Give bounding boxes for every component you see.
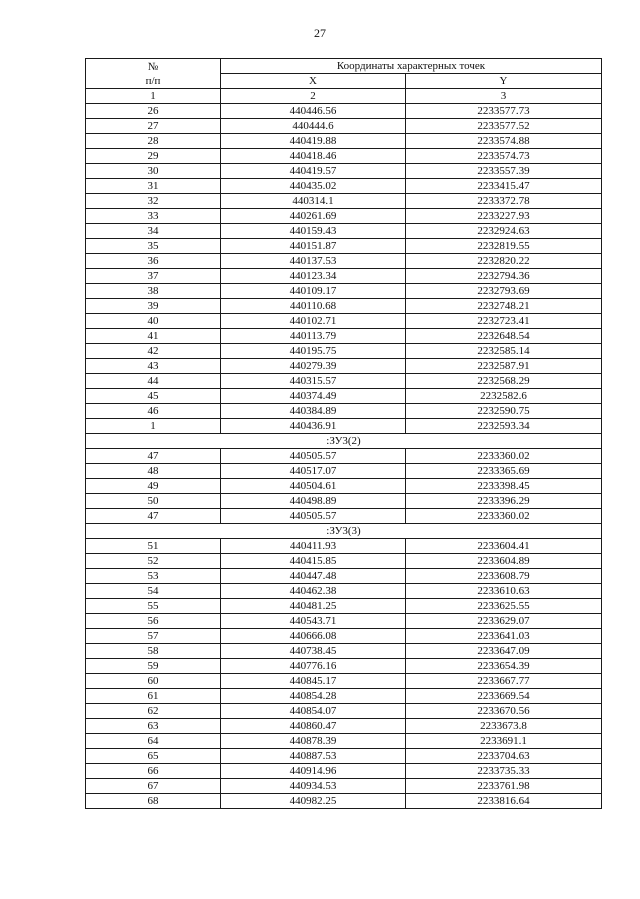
table-row (86, 329, 602, 344)
x-coordinate-cell: 440436.91 (221, 419, 406, 434)
x-coordinate-cell: 440151.87 (221, 239, 406, 254)
point-number-cell: 66 (86, 764, 221, 779)
y-coordinate-cell: 2232819.55 (406, 239, 602, 254)
y-coordinate-cell: 2233816.64 (406, 794, 602, 809)
point-number-cell: 63 (86, 719, 221, 734)
point-number-cell: 45 (86, 389, 221, 404)
y-coordinate-cell: 2233761.98 (406, 779, 602, 794)
table-row (86, 104, 602, 119)
point-number-cell: 34 (86, 224, 221, 239)
point-number-cell: 43 (86, 359, 221, 374)
header-index-y: 3 (406, 89, 602, 104)
y-coordinate-cell: 2232590.75 (406, 404, 602, 419)
y-coordinate-cell: 2232593.34 (406, 419, 602, 434)
x-coordinate-cell: 440435.02 (221, 179, 406, 194)
table-header (86, 59, 602, 104)
table-row (86, 344, 602, 359)
x-coordinate-cell: 440504.61 (221, 479, 406, 494)
x-coordinate-cell: 440462.38 (221, 584, 406, 599)
x-coordinate-cell: 440109.17 (221, 284, 406, 299)
x-coordinate-cell: 440887.53 (221, 749, 406, 764)
table-row (86, 299, 602, 314)
header-col-y: Y (406, 74, 602, 89)
y-coordinate-cell: 2233604.89 (406, 554, 602, 569)
y-coordinate-cell: 2232820.22 (406, 254, 602, 269)
table-row (86, 674, 602, 689)
table-row (86, 179, 602, 194)
x-coordinate-cell: 440914.96 (221, 764, 406, 779)
point-number-cell: 52 (86, 554, 221, 569)
x-coordinate-cell: 440195.75 (221, 344, 406, 359)
y-coordinate-cell: 2233398.45 (406, 479, 602, 494)
table-row (86, 119, 602, 134)
x-coordinate-cell: 440498.89 (221, 494, 406, 509)
x-coordinate-cell: 440854.07 (221, 704, 406, 719)
point-number-cell: 49 (86, 479, 221, 494)
table-row (86, 389, 602, 404)
y-coordinate-cell: 2232793.69 (406, 284, 602, 299)
point-number-cell: 36 (86, 254, 221, 269)
point-number-cell: 31 (86, 179, 221, 194)
x-coordinate-cell: 440415.85 (221, 554, 406, 569)
table-body (86, 104, 602, 809)
x-coordinate-cell: 440666.08 (221, 629, 406, 644)
point-number-cell: 47 (86, 449, 221, 464)
point-number-cell: 40 (86, 314, 221, 329)
y-coordinate-cell: 2233669.54 (406, 689, 602, 704)
y-coordinate-cell: 2233608.79 (406, 569, 602, 584)
table-row (86, 764, 602, 779)
x-coordinate-cell: 440982.25 (221, 794, 406, 809)
point-number-cell: 46 (86, 404, 221, 419)
y-coordinate-cell: 2233360.02 (406, 509, 602, 524)
table-row (86, 194, 602, 209)
x-coordinate-cell: 440123.34 (221, 269, 406, 284)
point-number-cell: 26 (86, 104, 221, 119)
table-row (86, 374, 602, 389)
x-coordinate-cell: 440418.46 (221, 149, 406, 164)
point-number-cell: 68 (86, 794, 221, 809)
y-coordinate-cell: 2233396.29 (406, 494, 602, 509)
table-row (86, 779, 602, 794)
y-coordinate-cell: 2233574.73 (406, 149, 602, 164)
y-coordinate-cell: 2232794.36 (406, 269, 602, 284)
x-coordinate-cell: 440261.69 (221, 209, 406, 224)
x-coordinate-cell: 440159.43 (221, 224, 406, 239)
point-number-cell: 51 (86, 539, 221, 554)
table-row (86, 419, 602, 434)
header-number-abbrev: п/п (145, 74, 161, 87)
header-index-x: 2 (221, 89, 406, 104)
point-number-cell: 1 (86, 419, 221, 434)
y-coordinate-cell: 2232924.63 (406, 224, 602, 239)
y-coordinate-cell: 2233735.33 (406, 764, 602, 779)
y-coordinate-cell: 2233667.77 (406, 674, 602, 689)
table-row (86, 149, 602, 164)
header-col-x: X (221, 74, 406, 89)
point-number-cell: 61 (86, 689, 221, 704)
point-number-cell: 38 (86, 284, 221, 299)
table-row (86, 509, 602, 524)
header-coords-title: Координаты характерных точек (221, 59, 602, 74)
y-coordinate-cell: 2233691.1 (406, 734, 602, 749)
x-coordinate-cell: 440446.56 (221, 104, 406, 119)
table-row (86, 644, 602, 659)
x-coordinate-cell: 440543.71 (221, 614, 406, 629)
y-coordinate-cell: 2233557.39 (406, 164, 602, 179)
y-coordinate-cell: 2232585.14 (406, 344, 602, 359)
table-row (86, 464, 602, 479)
y-coordinate-cell: 2233604.41 (406, 539, 602, 554)
point-number-cell: 65 (86, 749, 221, 764)
point-number-cell: 60 (86, 674, 221, 689)
y-coordinate-cell: 2232748.21 (406, 299, 602, 314)
header-number-symbol: № (147, 60, 159, 73)
table-row (86, 794, 602, 809)
table-row (86, 554, 602, 569)
point-number-cell: 55 (86, 599, 221, 614)
table-row (86, 584, 602, 599)
y-coordinate-cell: 2233365.69 (406, 464, 602, 479)
table-row (86, 749, 602, 764)
x-coordinate-cell: 440444.6 (221, 119, 406, 134)
point-number-cell: 54 (86, 584, 221, 599)
table-row (86, 404, 602, 419)
x-coordinate-cell: 440315.57 (221, 374, 406, 389)
page-number: 27 (314, 26, 326, 40)
y-coordinate-cell: 2233673.8 (406, 719, 602, 734)
y-coordinate-cell: 2232648.54 (406, 329, 602, 344)
table-row (86, 449, 602, 464)
point-number-cell: 37 (86, 269, 221, 284)
point-number-cell: 29 (86, 149, 221, 164)
x-coordinate-cell: 440419.88 (221, 134, 406, 149)
point-number-cell: 47 (86, 509, 221, 524)
x-coordinate-cell: 440845.17 (221, 674, 406, 689)
point-number-cell: 44 (86, 374, 221, 389)
table-row (86, 284, 602, 299)
x-coordinate-cell: 440374.49 (221, 389, 406, 404)
x-coordinate-cell: 440102.71 (221, 314, 406, 329)
x-coordinate-cell: 440481.25 (221, 599, 406, 614)
table-row (86, 659, 602, 674)
y-coordinate-cell: 2232568.29 (406, 374, 602, 389)
x-coordinate-cell: 440517.07 (221, 464, 406, 479)
point-number-cell: 32 (86, 194, 221, 209)
table-row (86, 209, 602, 224)
x-coordinate-cell: 440934.53 (221, 779, 406, 794)
section-row (86, 434, 602, 449)
y-coordinate-cell: 2233372.78 (406, 194, 602, 209)
table-row (86, 239, 602, 254)
y-coordinate-cell: 2233577.52 (406, 119, 602, 134)
table-row (86, 479, 602, 494)
table-row (86, 224, 602, 239)
y-coordinate-cell: 2233654.39 (406, 659, 602, 674)
x-coordinate-cell: 440411.93 (221, 539, 406, 554)
point-number-cell: 33 (86, 209, 221, 224)
point-number-cell: 53 (86, 569, 221, 584)
x-coordinate-cell: 440314.1 (221, 194, 406, 209)
table-row (86, 269, 602, 284)
y-coordinate-cell: 2233625.55 (406, 599, 602, 614)
y-coordinate-cell: 2233360.02 (406, 449, 602, 464)
point-number-cell: 28 (86, 134, 221, 149)
x-coordinate-cell: 440860.47 (221, 719, 406, 734)
table-row (86, 359, 602, 374)
x-coordinate-cell: 440137.53 (221, 254, 406, 269)
table-row (86, 689, 602, 704)
point-number-cell: 56 (86, 614, 221, 629)
point-number-cell: 64 (86, 734, 221, 749)
section-title: :ЗУ3(2) (86, 434, 602, 449)
point-number-cell: 39 (86, 299, 221, 314)
x-coordinate-cell: 440776.16 (221, 659, 406, 674)
y-coordinate-cell: 2233227.93 (406, 209, 602, 224)
table-row (86, 629, 602, 644)
x-coordinate-cell: 440505.57 (221, 509, 406, 524)
y-coordinate-cell: 2232582.6 (406, 389, 602, 404)
x-coordinate-cell: 440854.28 (221, 689, 406, 704)
y-coordinate-cell: 2233641.03 (406, 629, 602, 644)
x-coordinate-cell: 440110.68 (221, 299, 406, 314)
point-number-cell: 42 (86, 344, 221, 359)
table-row (86, 494, 602, 509)
y-coordinate-cell: 2232723.41 (406, 314, 602, 329)
section-row (86, 524, 602, 539)
point-number-cell: 48 (86, 464, 221, 479)
section-title: :ЗУ3(3) (86, 524, 602, 539)
point-number-cell: 27 (86, 119, 221, 134)
point-number-cell: 35 (86, 239, 221, 254)
table-row (86, 314, 602, 329)
x-coordinate-cell: 440738.45 (221, 644, 406, 659)
x-coordinate-cell: 440878.39 (221, 734, 406, 749)
table-row (86, 569, 602, 584)
point-number-cell: 62 (86, 704, 221, 719)
y-coordinate-cell: 2232587.91 (406, 359, 602, 374)
table-row (86, 164, 602, 179)
table-row (86, 254, 602, 269)
header-number-cell (86, 59, 221, 89)
table-row (86, 614, 602, 629)
y-coordinate-cell: 2233647.09 (406, 644, 602, 659)
coordinates-table (85, 58, 602, 809)
table-row (86, 734, 602, 749)
table-row (86, 704, 602, 719)
y-coordinate-cell: 2233415.47 (406, 179, 602, 194)
y-coordinate-cell: 2233610.63 (406, 584, 602, 599)
x-coordinate-cell: 440384.89 (221, 404, 406, 419)
x-coordinate-cell: 440447.48 (221, 569, 406, 584)
point-number-cell: 59 (86, 659, 221, 674)
point-number-cell: 30 (86, 164, 221, 179)
table-row (86, 539, 602, 554)
table-row (86, 599, 602, 614)
y-coordinate-cell: 2233670.56 (406, 704, 602, 719)
point-number-cell: 67 (86, 779, 221, 794)
point-number-cell: 57 (86, 629, 221, 644)
x-coordinate-cell: 440419.57 (221, 164, 406, 179)
x-coordinate-cell: 440113.79 (221, 329, 406, 344)
x-coordinate-cell: 440505.57 (221, 449, 406, 464)
y-coordinate-cell: 2233704.63 (406, 749, 602, 764)
header-index-num: 1 (86, 89, 221, 104)
y-coordinate-cell: 2233577.73 (406, 104, 602, 119)
point-number-cell: 50 (86, 494, 221, 509)
point-number-cell: 41 (86, 329, 221, 344)
y-coordinate-cell: 2233574.88 (406, 134, 602, 149)
point-number-cell: 58 (86, 644, 221, 659)
table-row (86, 134, 602, 149)
table-row (86, 719, 602, 734)
x-coordinate-cell: 440279.39 (221, 359, 406, 374)
y-coordinate-cell: 2233629.07 (406, 614, 602, 629)
